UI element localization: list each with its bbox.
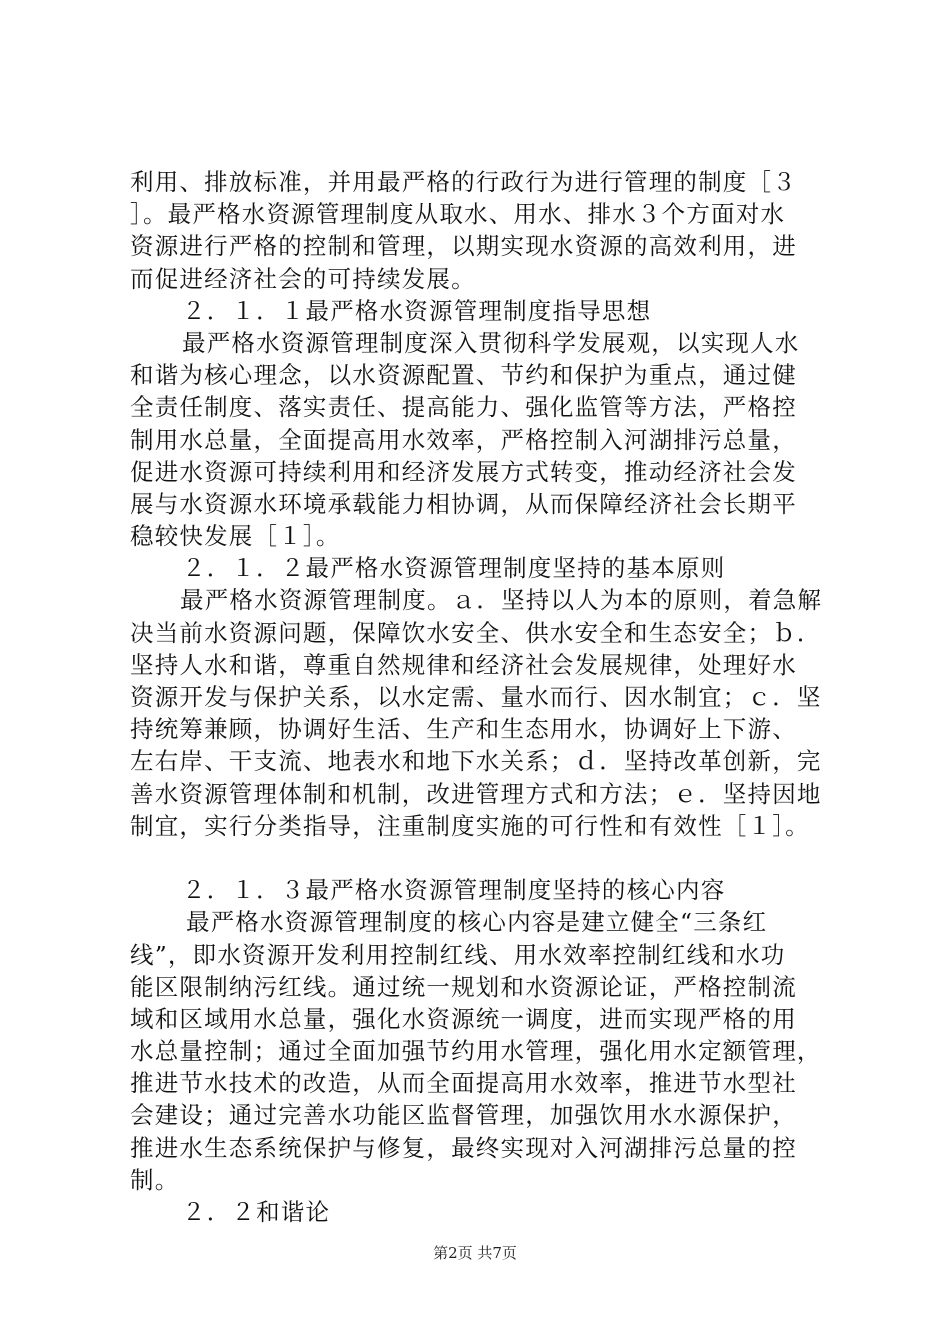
paragraph-line: 推进水生态系统保护与修复，最终实现对入河湖排污总量的控	[130, 1133, 797, 1162]
section-heading-2-2: ２．２和谐论	[182, 1198, 331, 1226]
paragraph-line: ］。最严格水资源管理制度从取水、用水、排水３个方面对水	[130, 200, 786, 229]
paragraph-line: 左右岸、干支流、地表水和地下水关系；ｄ．坚持改革创新，完	[130, 747, 822, 776]
paragraph-line: 利用、排放标准，并用最严格的行政行为进行管理的制度［３	[130, 168, 797, 196]
document-body	[130, 166, 842, 1228]
paragraph-line: 和谐为核心理念，以水资源配置、节约和保护为重点，通过健	[130, 361, 797, 390]
paragraph-line: 坚持人水和谐，尊重自然规律和经济社会发展规律，处理好水	[130, 650, 797, 679]
paragraph-line: 最严格水资源管理制度。ａ．坚持以人为本的原则，着急解	[180, 586, 823, 615]
paragraph-line: 制。	[130, 1165, 180, 1194]
paragraph-line: 水总量控制；通过全面加强节约用水管理，强化用水定额管理，	[130, 1037, 822, 1066]
section-heading-2-1-3: ２．１．３最严格水资源管理制度坚持的核心内容	[182, 876, 726, 905]
paragraph-line: 而促进经济社会的可持续发展。	[130, 264, 476, 293]
paragraph-line: 域和区域用水总量，强化水资源统一调度，进而实现严格的用	[130, 1004, 797, 1033]
paragraph-line: 制用水总量，全面提高用水效率，严格控制入河湖排污总量，	[130, 425, 797, 454]
paragraph-line: 决当前水资源问题，保障饮水安全、供水安全和生态安全；ｂ．	[130, 618, 822, 647]
paragraph-line: 稳较快发展［１］。	[130, 522, 341, 551]
paragraph-line: 制宜，实行分类指导，注重制度实施的可行性和有效性［１］。	[130, 811, 810, 840]
section-heading-2-1-2: ２．１．２最严格水资源管理制度坚持的基本原则	[182, 554, 726, 583]
paragraph-line: 促进水资源可持续利用和经济发展方式转变，推动经济社会发	[130, 457, 797, 486]
paragraph-line: 最严格水资源管理制度的核心内容是建立健全“三条红	[186, 908, 768, 937]
paragraph-line: 善水资源管理体制和机制，改进管理方式和方法；ｅ．坚持因地	[130, 779, 822, 808]
paragraph-line: 全责任制度、落实责任、提高能力、强化监管等方法，严格控	[130, 393, 797, 422]
paragraph-line: 持统筹兼顾，协调好生活、生产和生态用水，协调好上下游、	[130, 715, 797, 744]
paragraph-line: 展与水资源水环境承载能力相协调，从而保障经济社会长期平	[130, 489, 797, 518]
paragraph-line: 最严格水资源管理制度深入贯彻科学发展观，以实现人水	[182, 328, 800, 357]
blank-line	[130, 842, 842, 874]
paragraph-line: 资源进行严格的控制和管理，以期实现水资源的高效利用，进	[130, 232, 797, 261]
section-heading-2-1-1: ２．１．１最严格水资源管理制度指导思想	[182, 296, 652, 325]
paragraph-line: 推进节水技术的改造，从而全面提高用水效率，推进节水型社	[130, 1069, 797, 1098]
page-number-footer: 第2页 共7页	[433, 1244, 517, 1262]
paragraph-line: 资源开发与保护关系，以水定需、量水而行、因水制宜；ｃ．坚	[130, 683, 822, 711]
paragraph-line: 线”，即水资源开发利用控制红线、用水效率控制红线和水功	[130, 940, 786, 969]
paragraph-line: 会建设；通过完善水功能区监督管理，加强饮用水水源保护，	[130, 1101, 797, 1130]
paragraph-line: 能区限制纳污红线。通过统一规划和水资源论证，严格控制流	[130, 972, 797, 1001]
